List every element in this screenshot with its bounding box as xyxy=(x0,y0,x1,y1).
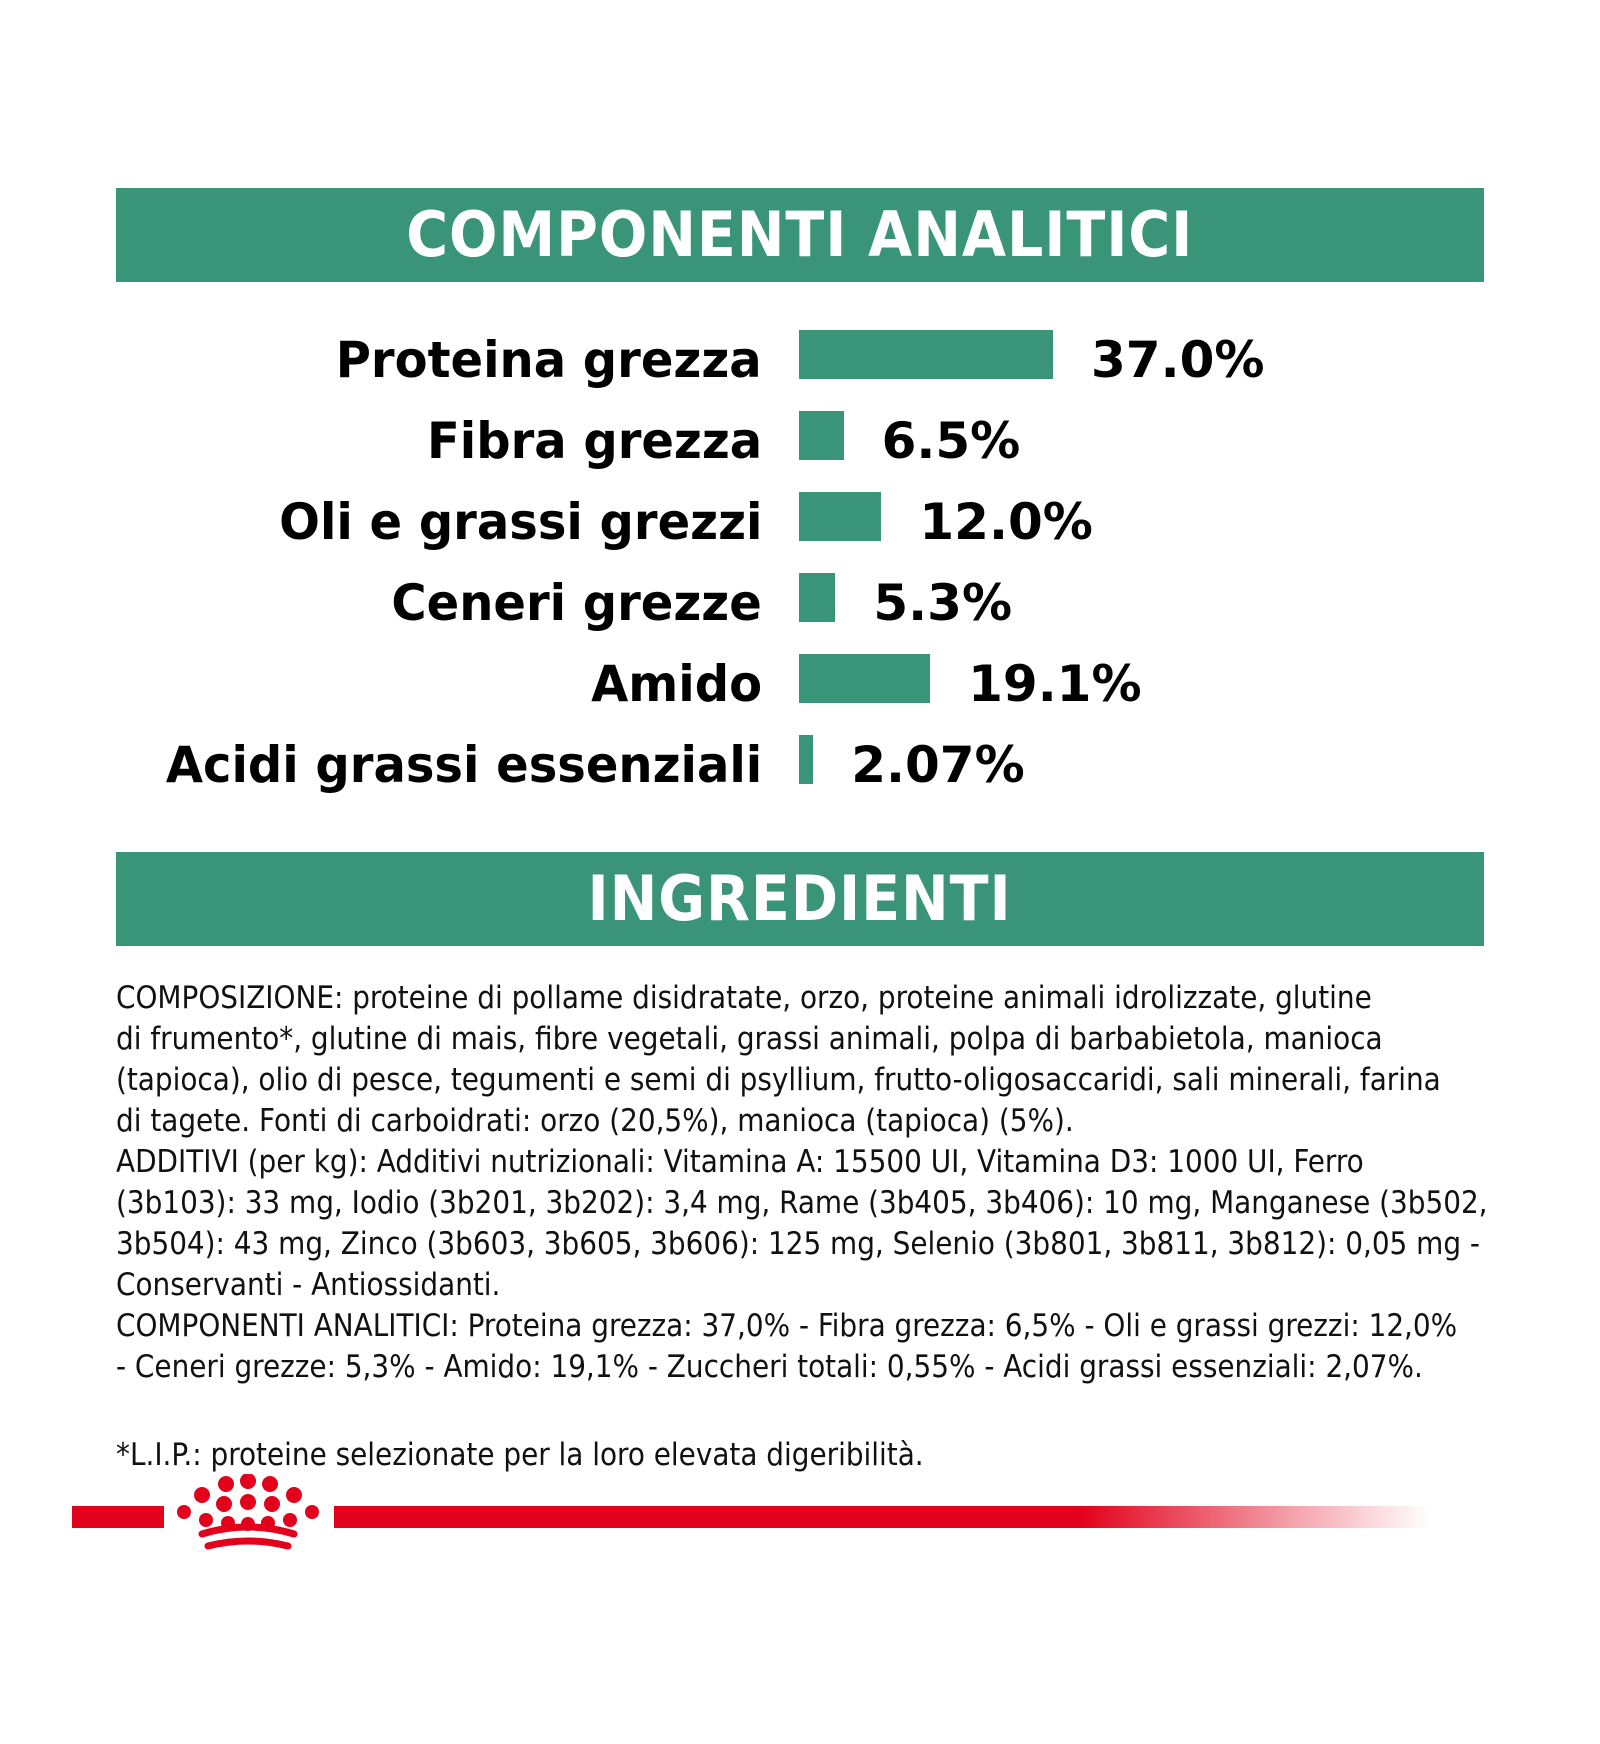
ingredients-line: - Ceneri grezze: 5,3% - Amido: 19,1% - Zuccheri totali: 0,55% - Acidi grassi essenziali: 2,07%. xyxy=(116,1349,1423,1385)
brand-stripe-left xyxy=(72,1506,164,1528)
analytics-row xyxy=(0,401,1600,481)
analytics-row xyxy=(0,725,1600,805)
ingredients-line: ADDITIVI (per kg): Additivi nutrizionali: Vitamina A: 15500 UI, Vitamina D3: 1000 UI, Ferro xyxy=(116,1144,1364,1180)
analytics-label: Amido xyxy=(591,655,762,713)
analytics-row xyxy=(0,320,1600,400)
ingredients-text xyxy=(116,978,1496,1388)
analytics-label: Fibra grezza xyxy=(426,412,762,470)
ingredients-line: 3b504): 43 mg, Zinco (3b603, 3b605, 3b606): 125 mg, Selenio (3b801, 3b811, 3b812): 0,05 mg - xyxy=(116,1226,1480,1262)
ingredients-line: COMPOSIZIONE: proteine di pollame disidratate, orzo, proteine animali idrolizzate, glutine xyxy=(116,980,1372,1016)
analytics-value: 19.1% xyxy=(968,655,1142,713)
analytics-bar xyxy=(799,735,813,784)
analytics-row xyxy=(0,563,1600,643)
analytics-bar xyxy=(799,330,1053,379)
analytics-label: Proteina grezza xyxy=(336,331,762,389)
ingredients-line: (3b103): 33 mg, Iodio (3b201, 3b202): 3,4 mg, Rame (3b405, 3b406): 10 mg, Manganese (3b502, xyxy=(116,1185,1488,1221)
analytics-row xyxy=(0,644,1600,724)
analytics-bar xyxy=(799,411,844,460)
analytics-value: 6.5% xyxy=(881,412,1021,470)
analytics-label: Oli e grassi grezzi xyxy=(278,493,762,551)
ingredients-line: COMPONENTI ANALITICI: Proteina grezza: 37,0% - Fibra grezza: 6,5% - Oli e grassi grezzi: 12,0% xyxy=(116,1308,1458,1344)
ingredienti-header-band xyxy=(116,852,1484,946)
analytics-value: 37.0% xyxy=(1091,331,1265,389)
analytics-row xyxy=(0,482,1600,562)
ingredients-line: Conservanti - Antiossidanti. xyxy=(116,1267,501,1303)
analytics-bar xyxy=(799,654,930,703)
analytics-label: Ceneri grezze xyxy=(391,574,762,632)
ingredients-line: di frumento*, glutine di mais, fibre vegetali, grassi animali, polpa di barbabietola, manioca xyxy=(116,1021,1383,1057)
analitici-header-band xyxy=(116,188,1484,282)
analytics-value: 12.0% xyxy=(919,493,1093,551)
analytics-value: 2.07% xyxy=(851,736,1025,794)
ingredients-line: di tagete. Fonti di carboidrati: orzo (20,5%), manioca (tapioca) (5%). xyxy=(116,1103,1074,1139)
analytics-bar xyxy=(799,492,881,541)
analytics-value: 5.3% xyxy=(873,574,1013,632)
analitici-title: COMPONENTI ANALITICI xyxy=(406,198,1194,271)
analytics-label: Acidi grassi essenziali xyxy=(165,736,762,794)
ingredienti-title: INGREDIENTI xyxy=(587,862,1013,935)
ingredients-line: (tapioca), olio di pesce, tegumenti e semi di psyllium, frutto-oligosaccaridi, sali minerali, farina xyxy=(116,1062,1441,1098)
brand-stripe-right xyxy=(334,1506,1430,1528)
footnote: *L.I.P.: proteine selezionate per la loro elevata digeribilità. xyxy=(116,1437,924,1473)
analytics-bar xyxy=(799,573,835,622)
crown-logo-icon xyxy=(172,1474,324,1556)
